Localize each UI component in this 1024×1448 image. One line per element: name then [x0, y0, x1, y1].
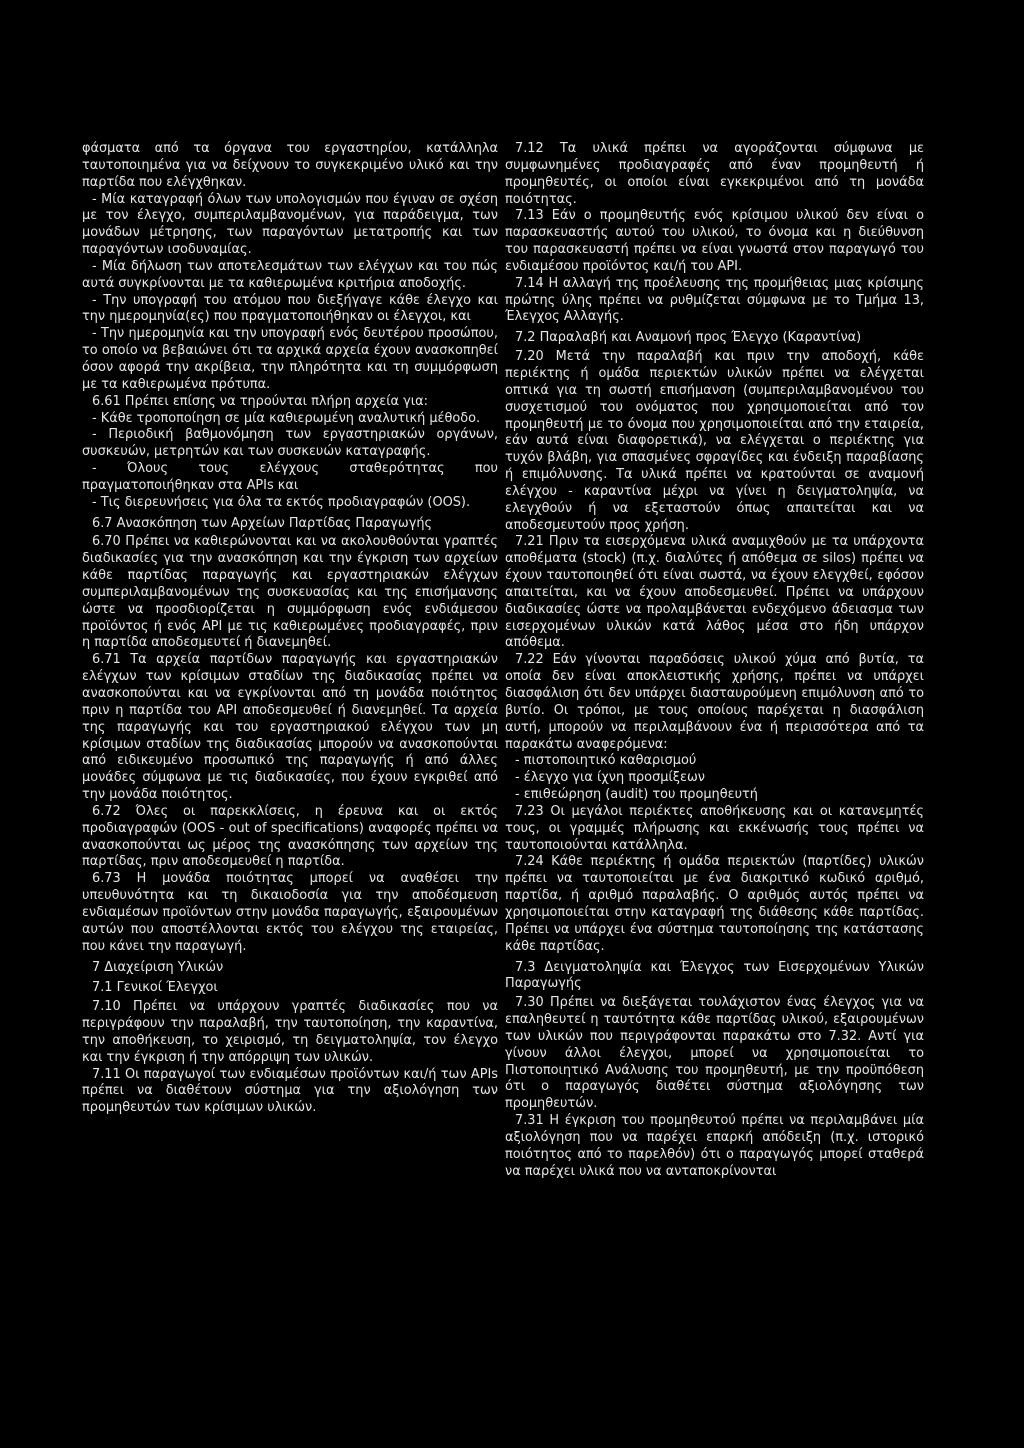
left-column-paragraph: 6.72 Όλες οι παρεκκλίσεις, η έρευνα και οι εκτός προδιαγραφών (OOS - out of specifications) αναφορές πρέπει να ανασκοπούνται ως μέρος της ανασκόπησης των αρχείων της παρτίδας, πριν αποδεσμευθεί η παρτίδα. [82, 803, 498, 870]
left-column-paragraph: φάσματα από τα όργανα του εργαστηρίου, κατάλληλα ταυτοποιημένα για να δείχνουν το συγκεκριμένο υλικό και την παρτίδα που ελέγχθηκαν. [82, 141, 498, 190]
right-column-paragraph: 7.30 Πρέπει να διεξάγεται τουλάχιστον ένας έλεγχος για να επαληθευτεί η ταυτότητα κάθε παρτίδας υλικού, εξαιρουμένων των υλικών που περιγράφονται παρακάτω στο 7.32. Αντί για γίνουν άλλοι έλεγχοι, μπορεί να χρησιμοποιείται το Πιστοποιητικό Ανάλυσης του προμηθευτή, με την προϋπόθεση ότι ο παραγωγός διαθέτει σύστημα αξιολόγησης των προμηθευτών. [505, 995, 924, 1112]
right-column-paragraph: 7.12 Τα υλικά πρέπει να αγοράζονται σύμφωνα με συμφωνημένες προδιαγραφές από έναν προμηθευτή ή προμηθευτές, οι οποίοι είναι εγκεκριμένοι από τη μονάδα ποιότητας. [505, 141, 924, 207]
left-column-paragraph: - Μία καταγραφή όλων των υπολογισμών που έγιναν σε σχέση με τον έλεγχο, συμπεριλαμβανομένων, για παράδειγμα, των μονάδων μέτρησης, των παραγόντων μετατροπής και των παραγόντων ισοδυναμίας. [82, 191, 498, 258]
left-column-section-heading: 6.7 Ανασκόπηση των Αρχείων Παρτίδας Παραγωγής [92, 515, 433, 531]
left-column-paragraph: - Μία δήλωση των αποτελεσμάτων των ελέγχων και του πώς αυτά συγκρίνονται με τα καθιερωμένα κριτήρια αποδοχής. [82, 258, 498, 291]
left-column-paragraph: 6.71 Τα αρχεία παρτίδων παραγωγής και εργαστηριακών ελέγχων των κρίσιμων σταδίων της διαδικασίας πρέπει να ανασκοπούνται και να εγκρίνονται από τη μονάδα ποιότητος πριν η παρτίδα του API αποδεσμευθεί ή διανεμηθεί. Τα αρχεία της παραγωγής και του εργαστηριακού ελέγχου των μη κρίσιμων σταδίων της διαδικασίας μπορούν να ανασκοπούνται από ειδικευμένο προσωπικό της παραγωγής ή από άλλες μονάδες σύμφωνα με τις διαδικασίες, που έχουν εγκριθεί από την μονάδα ποιότητος. [82, 652, 498, 803]
left-column-section-heading: 7.1 Γενικοί Έλεγχοι [92, 980, 218, 996]
right-column-paragraph: - πιστοποιητικό καθαρισμού [515, 753, 697, 769]
left-column-paragraph: 6.73 Η μονάδα ποιότητας μπορεί να αναθέσει την υπευθυνότητα και τη δικαιοδοσία για την αποδέσμευση ενδιαμέσων προϊόντων στην μονάδα παραγωγής, εξαιρουμένων αυτών που αποστέλλονται εκτός του ελέγχου της εταιρείας, που κάνει την παραγωγή. [82, 871, 498, 954]
right-column-paragraph: 7.14 Η αλλαγή της προέλευσης της προμήθειας μιας κρίσιμης πρώτης ύλης πρέπει να ρυθμίζεται σύμφωνα με το Τμήμα 13, Έλεγχος Αλλαγής. [505, 275, 924, 325]
left-column-paragraph: - Περιοδική βαθμονόμηση των εργαστηριακών οργάνων, συσκευών, μετρητών και των συσκευών καταγραφής. [82, 427, 498, 460]
left-column-paragraph: 7.10 Πρέπει να υπάρχουν γραπτές διαδικασίες που να περιγράφουν την παραλαβή, την ταυτοποίηση, την καραντίνα, την αποθήκευση, το χειρισμό, τη δειγματοληψία, τον έλεγχο και την έγκριση ή την απόρριψη των υλικών. [82, 999, 498, 1065]
right-column-paragraph: 7.21 Πριν τα εισερχόμενα υλικά αναμιχθούν με τα υπάρχοντα αποθέματα (stock) (π.χ. διαλύτες ή απόθεμα σε silos) πρέπει να έχουν ταυτοποιηθεί ότι είναι σωστά, να έχουν ελεγχθεί, εφόσον απαιτείται, και να έχουν αποδεσμευθεί. Πρέπει να υπάρχουν διαδικασίες ώστε να προλαμβάνεται ενδεχόμενο άδειασμα των εισερχομένων υλικών κατά λάθος μέσα στο ήδη υπάρχον απόθεμα. [505, 534, 924, 651]
left-column-paragraph: 6.70 Πρέπει να καθιερώνονται και να ακολουθούνται γραπτές διαδικασίες για την ανασκόπηση και την έγκριση των αρχείων κάθε παρτίδας παραγωγής και εργαστηριακών ελέγχων συμπεριλαμβανομένων της συσκευασίας και της επισήμανσης ώστε να προσδιορίζεται η συμμόρφωση ενός ενδιάμεσου προϊόντος ή ενός API με τις καθιερωμένες προδιαγραφές, πριν η παρτίδα αποδεσμευτεί ή διανεμηθεί. [82, 534, 498, 651]
left-text-column [82, 141, 498, 1117]
right-column-paragraph: 7.31 Η έγκριση του προμηθευτού πρέπει να περιλαμβάνει μία αξιολόγηση που να παρέχει επαρκή απόδειξη (π.χ. ιστορικό ποιότητος από το παρελθόν) ότι ο παραγωγός μπορεί σταθερά να παρέχει υλικά που να ανταποκρίνονται [505, 1113, 924, 1179]
left-column-paragraph: 7.11 Οι παραγωγοί των ενδιαμέσων προϊόντων και/ή των APIs πρέπει να διαθέτουν σύστημα για την αξιολόγηση των προμηθευτών των κρίσιμων υλικών. [82, 1066, 498, 1116]
right-column-paragraph: - έλεγχο για ίχνη προσμίξεων [515, 770, 705, 786]
left-column-paragraph: 6.61 Πρέπει επίσης να τηρούνται πλήρη αρχεία για: [92, 393, 428, 409]
right-column-paragraph: 7.20 Μετά την παραλαβή και πριν την αποδοχή, κάθε περιέκτης ή ομάδα περιεκτών υλικών πρέπει να ελέγχεται οπτικά για τη σωστή επισήμανση (συμπεριλαμβανομένου του συσχετισμού του ονόματος που χρησιμοποιείται από τον προμηθευτή με το όνομα που χρησιμοποιείται από την εταιρεία, εάν αυτά είναι διαφορετικά), να ελέγχεται ο περιέκτης για τυχόν βλάβη, για σπασμένες σφραγίδες και ένδειξη παραβίασης ή επιμόλυνσης. Τα υλικά πρέπει να κρατούνται σε αναμονή ελέγχου - καραντίνα μέχρι να γίνει η δειγματοληψία, να ελεγχθούν ή να εξεταστούν όπως απαιτείται και να αποδεσμευτούν προς χρήση. [505, 349, 924, 533]
left-column-paragraph: - Την ημερομηνία και την υπογραφή ενός δευτέρου προσώπου, το οποίο να βεβαιώνει ότι τα αρχικά αρχεία έχουν ανασκοπηθεί όσον αφορά την ακρίβεια, την πληρότητα και τη συμμόρφωση με τα καθιερωμένα πρότυπα. [82, 326, 498, 392]
left-column-paragraph: - Κάθε τροποποίηση σε μία καθιερωμένη αναλυτική μέθοδο. [92, 410, 481, 426]
right-text-column [505, 141, 924, 1180]
right-column-section-heading: 7.3 Δειγματοληψία και Έλεγχος των Εισερχομένων Υλικών Παραγωγής [505, 959, 924, 992]
left-column-paragraph: - Την υπογραφή του ατόμου που διεξήγαγε κάθε έλεγχο και την ημερομηνία(ες) που πραγματοποιήθηκαν οι έλεγχοι, και [82, 292, 498, 325]
right-column-paragraph: 7.22 Εάν γίνονται παραδόσεις υλικού χύμα από βυτία, τα οποία δεν είναι αποκλειστικής χρήσης, πρέπει να υπάρχει διασφάλιση ότι δεν υπάρχει διασταυρούμενη επιμόλυνση από το βυτίο. Οι τρόποι, με τους οποίους παρέχεται η διασφάλιση αυτή, μπορούν να περιλαμβάνουν ένα ή περισσότερα από τα παρακάτω αναφερόμενα: [505, 652, 924, 752]
right-column-paragraph: 7.13 Εάν ο προμηθευτής ενός κρίσιμου υλικού δεν είναι ο παρασκευαστής αυτού του υλικού, το όνομα και η διεύθυνση του παρασκευαστή πρέπει να είναι γνωστά στον παραγωγό του ενδιαμέσου προϊόντος και/ή του API. [505, 208, 924, 274]
left-column-paragraph: - Όλους τους ελέγχους σταθερότητας που πραγματοποιήθηκαν στα APIs και [82, 461, 498, 493]
right-column-section-heading: 7.2 Παραλαβή και Αναμονή προς Έλεγχο (Καραντίνα) [515, 330, 862, 346]
right-column-paragraph: 7.24 Κάθε περιέκτης ή ομάδα περιεκτών (παρτίδες) υλικών πρέπει να ταυτοποιείται με ένα διακριτικό κωδικό αριθμό, παρτίδα, ή αριθμό παραλαβής. Ο αριθμός αυτός πρέπει να χρησιμοποιείται στην καταγραφή της διάθεσης κάθε παρτίδας. Πρέπει να υπάρχει ένα σύστημα ταυτοποίησης της κατάστασης κάθε παρτίδας. [505, 854, 924, 954]
left-column-paragraph: - Τις διερευνήσεις για όλα τα εκτός προδιαγραφών (OOS). [92, 494, 471, 510]
left-column-section-heading: 7 Διαχείριση Υλικών [92, 959, 224, 975]
right-column-paragraph: - επιθεώρηση (audit) του προμηθευτή [515, 787, 758, 803]
right-column-paragraph: 7.23 Οι μεγάλοι περιέκτες αποθήκευσης και οι κατανεμητές τους, οι γραμμές πλήρωσης και εκκένωσής τους πρέπει να ταυτοποιούνται κατάλληλα. [505, 803, 924, 853]
